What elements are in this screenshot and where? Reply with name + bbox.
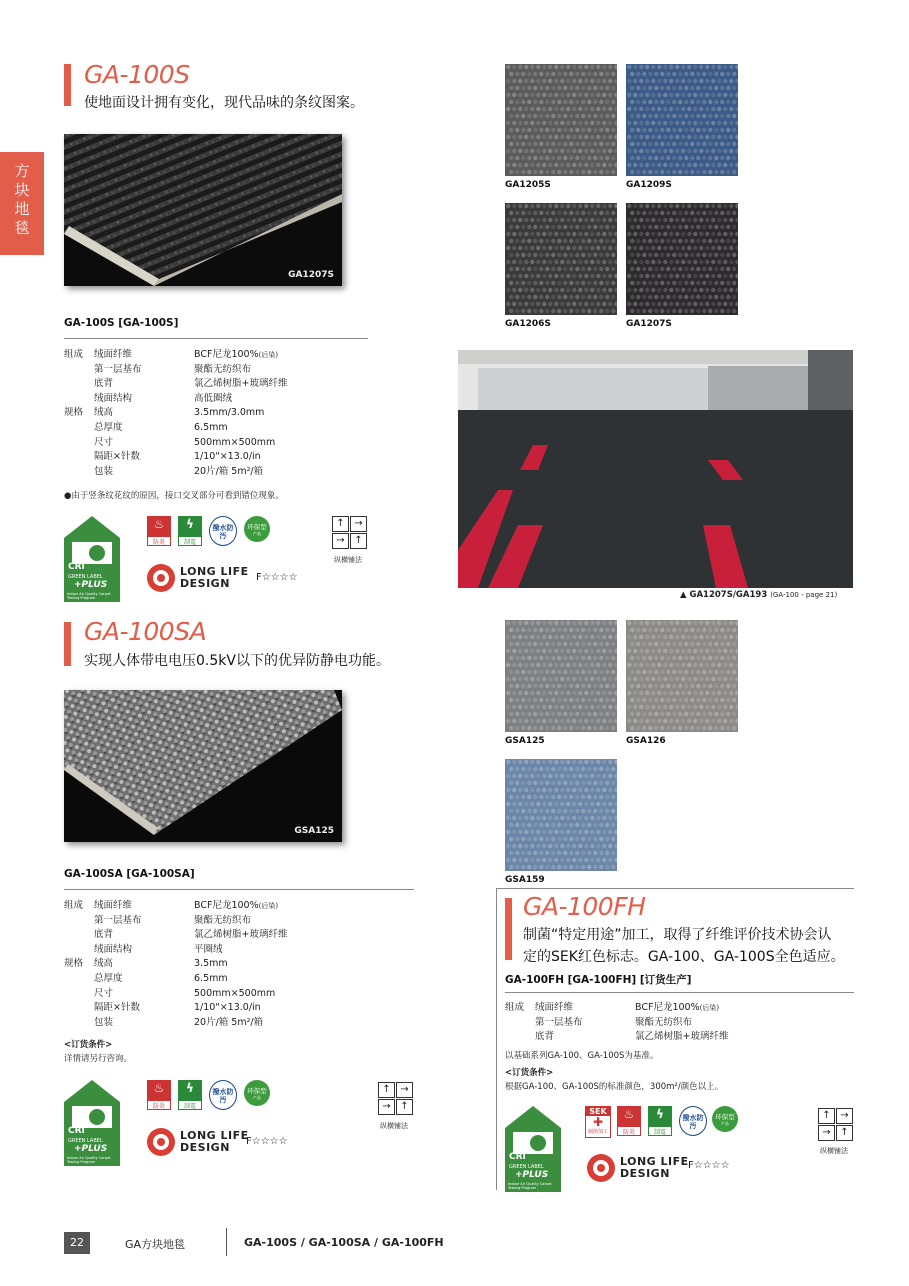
fire-icon: ♨ <box>148 1081 170 1101</box>
lightning-icon: ϟ <box>649 1107 671 1127</box>
swatch-code: GA1209S <box>626 180 672 190</box>
swatch-code: GA1207S <box>626 319 672 329</box>
spec-text: 底背 <box>94 929 114 941</box>
swatch-code: GSA159 <box>505 875 545 885</box>
spec-value <box>194 465 287 480</box>
static-label: 制電 <box>183 1103 196 1110</box>
order-text: 根据GA-100、GA-100S的标准颜色，300m²/颜色以上。 <box>505 1082 724 1092</box>
spec-value <box>194 987 287 1002</box>
laying-pattern-label: 纵横铺法 <box>820 1147 848 1155</box>
design-text: DESIGN <box>180 1141 230 1154</box>
laying-pattern-label: 纵横铺法 <box>334 556 362 564</box>
plus-text: +PLUS <box>515 1170 549 1180</box>
spec-value <box>194 972 287 987</box>
spec-key <box>94 972 194 987</box>
spec-text: 绒面结构 <box>94 943 133 955</box>
spec-value <box>194 1016 287 1031</box>
green-label-text: GREEN LABEL <box>68 574 103 580</box>
spec-value <box>194 450 287 465</box>
spec-text: 聚酯无纺织布 <box>635 1016 693 1028</box>
side-category-tab <box>0 152 44 255</box>
fire-retardant-badge <box>617 1106 641 1136</box>
eco-product-badge <box>244 516 270 542</box>
spec-text: 包装 <box>94 465 114 477</box>
divider <box>496 888 854 889</box>
spec-text: 500mm×500mm <box>194 436 276 448</box>
room-caption-text: ▲ GA1207S/GA193 <box>680 590 768 600</box>
spec-group <box>64 943 94 958</box>
long-life-text: LONG LIFE <box>180 1129 249 1142</box>
swatch-texture <box>626 620 738 732</box>
product-lead-ga100s: 使地面设计拥有变化，现代品味的条纹图案。 <box>84 95 364 111</box>
spec-text: BCF尼龙100% <box>194 349 259 360</box>
water-repellent-badge <box>209 516 237 546</box>
spec-note-ga100s: ●由于竖条纹花纹的原因，接口交叉部分可看到错位现象。 <box>64 491 284 501</box>
eco-sub-label: 产品 <box>721 1121 729 1126</box>
spec-text: 氯乙烯树脂+玻璃纤维 <box>194 378 288 390</box>
spec-group <box>64 1016 94 1031</box>
spec-text: 组成 <box>64 349 84 360</box>
arrow-right-icon: → <box>818 1125 835 1141</box>
f-star-rating: F☆☆☆☆ <box>246 1136 288 1147</box>
eco-product-badge <box>244 1080 270 1106</box>
section-accent-bar <box>64 622 71 666</box>
arrow-up-icon: ↑ <box>818 1108 835 1124</box>
spec-text: 500mm×500mm <box>194 987 276 999</box>
spec-group <box>64 377 94 392</box>
spec-value <box>635 1030 728 1045</box>
spec-text: BCF尼龙100% <box>194 900 259 911</box>
divider <box>64 889 414 890</box>
spec-key <box>94 348 194 363</box>
spec-text: 隔距×针数 <box>94 451 140 463</box>
spec-text: BCF尼龙100% <box>635 1002 700 1013</box>
spec-group <box>64 465 94 480</box>
plus-text: +PLUS <box>74 1144 108 1154</box>
product-photo-ga100s <box>64 134 342 286</box>
green-label-text: GREEN LABEL <box>68 1138 103 1144</box>
spec-value <box>194 392 287 407</box>
sek-label: SEK <box>586 1107 610 1116</box>
footer-divider <box>226 1228 227 1256</box>
laying-pattern-label: 纵横铺法 <box>380 1122 408 1130</box>
spec-group <box>64 928 94 943</box>
eco-sub-label: 产品 <box>253 1095 261 1100</box>
fire-icon: ♨ <box>148 517 170 537</box>
f-star-rating: F☆☆☆☆ <box>688 1160 730 1171</box>
carpet-swatch <box>626 203 738 315</box>
side-tab-char: 块 <box>14 181 30 199</box>
carpet-swatch <box>626 64 738 176</box>
spec-text: 总厚度 <box>94 972 123 984</box>
arrow-up-icon: ↑ <box>836 1125 853 1141</box>
cri-text: CRI <box>509 1152 526 1162</box>
arrow-right-icon: → <box>350 516 367 532</box>
spec-group <box>64 957 94 972</box>
static-label: 制電 <box>653 1129 666 1136</box>
order-title: <订货条件> <box>64 1040 113 1050</box>
spec-suffix: (后染) <box>699 1004 720 1012</box>
swatch-texture <box>505 620 617 732</box>
spec-row <box>64 406 287 421</box>
spec-key <box>535 1030 635 1045</box>
spec-group <box>64 1001 94 1016</box>
spec-key <box>94 1001 194 1016</box>
side-tab-char: 方 <box>14 162 30 180</box>
spec-suffix: (后染) <box>258 902 279 910</box>
product-title-ga100sa: GA-100SA <box>84 617 207 646</box>
lightning-icon: ϟ <box>179 517 201 537</box>
footer-products: GA-100S / GA-100SA / GA-100FH <box>244 1236 444 1249</box>
carpet-swatch <box>505 759 617 871</box>
arrow-up-icon: ↑ <box>350 533 367 549</box>
fire-retardant-badge <box>147 516 171 546</box>
fire-label: 防炎 <box>152 1103 165 1110</box>
spec-group <box>505 1016 535 1031</box>
spec-text: 第一层基布 <box>94 914 142 926</box>
water-repellent-badge <box>209 1080 237 1110</box>
divider <box>505 992 854 993</box>
spec-text: 第一层基布 <box>535 1016 583 1028</box>
laying-pattern-icon <box>818 1108 854 1142</box>
spec-key <box>94 363 194 378</box>
spec-text: 氯乙烯树脂+玻璃纤维 <box>635 1031 729 1043</box>
spec-group <box>64 972 94 987</box>
spec-row <box>505 1016 728 1031</box>
room-photo-caption <box>680 590 837 600</box>
eco-label: 环保型 <box>715 1113 735 1121</box>
sek-sub-label: 制菌加工 <box>587 1129 608 1135</box>
office-room-image <box>458 350 853 588</box>
g-mark-icon <box>147 1128 175 1156</box>
design-text: DESIGN <box>180 577 230 590</box>
photo-caption: GA1207S <box>288 270 334 280</box>
spec-value <box>194 899 287 914</box>
static-label: 制電 <box>183 539 196 546</box>
cri-green-label-plus-logo <box>505 1106 561 1192</box>
spec-table-ga100sa <box>64 899 287 1030</box>
water-repellent-badge <box>679 1106 707 1136</box>
spec-table-ga100s <box>64 348 287 479</box>
spec-table-ga100fh <box>505 1001 728 1045</box>
red-cross-icon: ✚ <box>592 1115 604 1129</box>
spec-text: 6.5mm <box>194 421 228 433</box>
spec-row <box>64 957 287 972</box>
water-label: 撥水防汚 <box>212 524 234 540</box>
section-accent-bar <box>505 898 512 960</box>
spec-row <box>64 914 287 929</box>
spec-value <box>635 1016 728 1031</box>
g-mark-icon <box>587 1154 615 1182</box>
room-caption-page: (GA-100 - page 21) <box>770 591 838 599</box>
spec-key <box>94 928 194 943</box>
footer-section: GA方块地毯 <box>125 1238 186 1251</box>
water-label: 撥水防汚 <box>212 1088 234 1104</box>
spec-key <box>94 436 194 451</box>
product-lead-ga100sa: 实现人体带电电压0.5kV以下的优异防静电功能。 <box>84 653 390 669</box>
spec-row <box>64 465 287 480</box>
section-accent-bar <box>64 64 71 106</box>
spec-value <box>194 421 287 436</box>
carpet-photo-image <box>64 690 342 842</box>
spec-text: 1/10"×13.0/in <box>194 1002 261 1014</box>
sek-antibacterial-badge <box>585 1106 611 1138</box>
spec-group <box>64 348 94 363</box>
laying-pattern-icon <box>378 1082 414 1116</box>
swatch-code: GA1206S <box>505 319 551 329</box>
spec-header-ga100fh: GA-100FH [GA-100FH] [订货生产] <box>505 974 692 986</box>
swatch-code: GSA126 <box>626 736 666 746</box>
spec-key <box>535 1016 635 1031</box>
swatch-texture <box>505 759 617 871</box>
antistatic-badge <box>648 1106 672 1136</box>
spec-key <box>94 914 194 929</box>
spec-row <box>64 972 287 987</box>
spec-value <box>194 914 287 929</box>
side-tab-char: 毯 <box>14 219 30 237</box>
room-installation-photo <box>458 350 853 588</box>
green-label-text: GREEN LABEL <box>509 1164 544 1170</box>
photo-caption: GSA125 <box>294 826 334 836</box>
order-conditions-ga100fh <box>505 1066 723 1092</box>
carpet-swatch <box>626 620 738 732</box>
spec-key <box>94 421 194 436</box>
spec-value <box>194 943 287 958</box>
swatch-texture <box>626 203 738 315</box>
spec-key <box>94 406 194 421</box>
spec-header-ga100sa: GA-100SA [GA-100SA] <box>64 868 195 880</box>
spec-row <box>64 348 287 363</box>
design-text: DESIGN <box>620 1167 670 1180</box>
plus-text: +PLUS <box>74 580 108 590</box>
spec-value <box>194 348 287 363</box>
long-life-design-logo <box>620 1156 689 1180</box>
product-lead-ga100fh-2: 定的SEK红色标志。GA-100、GA-100S全色适应。 <box>523 949 845 965</box>
spec-value <box>194 363 287 378</box>
base-series-note: 以基础系列GA-100、GA-100S为基准。 <box>505 1051 659 1061</box>
spec-text: 绒面纤维 <box>94 900 133 911</box>
spec-row <box>64 421 287 436</box>
spec-text: 规格 <box>64 958 84 970</box>
spec-text: 隔距×针数 <box>94 1002 140 1014</box>
spec-text: 聚酯无纺织布 <box>194 363 252 375</box>
carpet-swatch <box>505 620 617 732</box>
spec-value <box>194 436 287 451</box>
spec-row <box>505 1001 728 1016</box>
spec-group <box>64 392 94 407</box>
spec-value <box>194 928 287 943</box>
carpet-swatch <box>505 64 617 176</box>
spec-text: 高低圈绒 <box>194 392 233 404</box>
eco-label: 环保型 <box>247 1087 267 1095</box>
spec-text: 20片/箱 5m²/箱 <box>194 1016 264 1028</box>
spec-text: 尺寸 <box>94 436 114 448</box>
spec-key <box>94 450 194 465</box>
long-life-design-logo <box>180 566 249 590</box>
spec-text: 平圈绒 <box>194 943 223 955</box>
g-mark-icon <box>147 564 175 592</box>
divider <box>64 338 368 339</box>
spec-text: 底背 <box>94 378 114 390</box>
spec-key <box>94 1016 194 1031</box>
swatch-texture <box>626 64 738 176</box>
swatch-code: GSA125 <box>505 736 545 746</box>
arrow-up-icon: ↑ <box>396 1099 413 1115</box>
water-label: 撥水防汚 <box>682 1114 704 1130</box>
indoor-text: Indoor Air Quality Carpet Testing Program <box>67 592 111 600</box>
eco-sub-label: 产品 <box>253 531 261 536</box>
spec-row <box>64 377 287 392</box>
fire-icon: ♨ <box>618 1107 640 1127</box>
spec-value <box>194 1001 287 1016</box>
spec-text: 绒高 <box>94 958 114 970</box>
spec-row <box>64 943 287 958</box>
product-title-ga100fh: GA-100FH <box>523 892 646 921</box>
arrow-right-icon: → <box>378 1099 395 1115</box>
long-life-text: LONG LIFE <box>620 1155 689 1168</box>
spec-text: 氯乙烯树脂+玻璃纤维 <box>194 929 288 941</box>
cri-green-label-plus-logo <box>64 516 120 602</box>
swatch-texture <box>505 203 617 315</box>
spec-row <box>505 1030 728 1045</box>
spec-key <box>94 465 194 480</box>
spec-row <box>64 987 287 1002</box>
spec-group <box>64 899 94 914</box>
spec-row <box>64 1016 287 1031</box>
spec-text: 尺寸 <box>94 987 114 999</box>
spec-text: 总厚度 <box>94 421 123 433</box>
spec-header-ga100s: GA-100S [GA-100S] <box>64 317 179 329</box>
swatch-code: GA1205S <box>505 180 551 190</box>
spec-text: 绒高 <box>94 407 114 419</box>
spec-key <box>94 943 194 958</box>
order-title: <订货条件> <box>505 1068 554 1078</box>
spec-key <box>535 1001 635 1016</box>
fire-retardant-badge <box>147 1080 171 1110</box>
spec-text: 聚酯无纺织布 <box>194 914 252 926</box>
spec-text: 规格 <box>64 407 84 419</box>
arrow-right-icon: → <box>332 533 349 549</box>
fire-label: 防炎 <box>622 1129 635 1136</box>
spec-text: 绒面纤维 <box>94 349 133 360</box>
spec-row <box>64 450 287 465</box>
spec-row <box>64 899 287 914</box>
spec-value <box>635 1001 728 1016</box>
spec-key <box>94 392 194 407</box>
spec-text: 第一层基布 <box>94 363 142 375</box>
divider <box>496 888 497 1190</box>
indoor-text: Indoor Air Quality Carpet Testing Program <box>67 1156 111 1164</box>
cri-text: CRI <box>68 1126 85 1136</box>
spec-row <box>64 1001 287 1016</box>
spec-group <box>64 406 94 421</box>
long-life-text: LONG LIFE <box>180 565 249 578</box>
lightning-icon: ϟ <box>179 1081 201 1101</box>
side-tab-char: 地 <box>14 200 30 218</box>
spec-key <box>94 957 194 972</box>
carpet-photo-image <box>64 134 342 286</box>
spec-text: 包装 <box>94 1016 114 1028</box>
spec-text: 6.5mm <box>194 972 228 984</box>
spec-row <box>64 928 287 943</box>
spec-row <box>64 436 287 451</box>
cri-text: CRI <box>68 562 85 572</box>
spec-row <box>64 392 287 407</box>
spec-value <box>194 377 287 392</box>
spec-text: 3.5mm <box>194 958 228 970</box>
antistatic-badge <box>178 1080 202 1110</box>
arrow-up-icon: ↑ <box>378 1082 395 1098</box>
spec-text: 组成 <box>505 1002 525 1013</box>
spec-group <box>64 914 94 929</box>
spec-text: 3.5mm/3.0mm <box>194 407 265 419</box>
spec-text: 绒面结构 <box>94 392 133 404</box>
arrow-up-icon: ↑ <box>332 516 349 532</box>
product-photo-ga100sa <box>64 690 342 842</box>
spec-row <box>64 363 287 378</box>
order-conditions-ga100sa <box>64 1038 132 1064</box>
spec-text: 1/10"×13.0/in <box>194 451 261 463</box>
arrow-right-icon: → <box>836 1108 853 1124</box>
spec-group <box>64 450 94 465</box>
laying-pattern-icon <box>332 516 368 550</box>
spec-value <box>194 406 287 421</box>
spec-value <box>194 957 287 972</box>
swatch-texture <box>505 64 617 176</box>
spec-group <box>64 363 94 378</box>
product-lead-ga100fh-1: 制菌“特定用途”加工，取得了纤维评价技术协会认 <box>523 927 832 943</box>
page-number: 22 <box>64 1232 90 1254</box>
spec-key <box>94 987 194 1002</box>
arrow-right-icon: → <box>396 1082 413 1098</box>
f-star-rating: F☆☆☆☆ <box>256 572 298 583</box>
spec-key <box>94 377 194 392</box>
long-life-design-logo <box>180 1130 249 1154</box>
carpet-swatch <box>505 203 617 315</box>
spec-group <box>64 421 94 436</box>
spec-text: 20片/箱 5m²/箱 <box>194 465 264 477</box>
order-text: 详情请另行咨询。 <box>64 1054 133 1064</box>
spec-text: 组成 <box>64 900 84 911</box>
spec-group <box>505 1001 535 1016</box>
spec-group <box>505 1030 535 1045</box>
spec-suffix: (后染) <box>258 351 279 359</box>
spec-key <box>94 899 194 914</box>
fire-label: 防炎 <box>152 539 165 546</box>
spec-group <box>64 987 94 1002</box>
eco-label: 环保型 <box>247 523 267 531</box>
antistatic-badge <box>178 516 202 546</box>
indoor-text: Indoor Air Quality Carpet Testing Program <box>508 1182 552 1190</box>
product-title-ga100s: GA-100S <box>84 60 190 89</box>
spec-text: 绒面纤维 <box>535 1002 574 1013</box>
spec-text: 底背 <box>535 1031 555 1043</box>
cri-green-label-plus-logo <box>64 1080 120 1166</box>
spec-group <box>64 436 94 451</box>
eco-product-badge <box>712 1106 738 1132</box>
